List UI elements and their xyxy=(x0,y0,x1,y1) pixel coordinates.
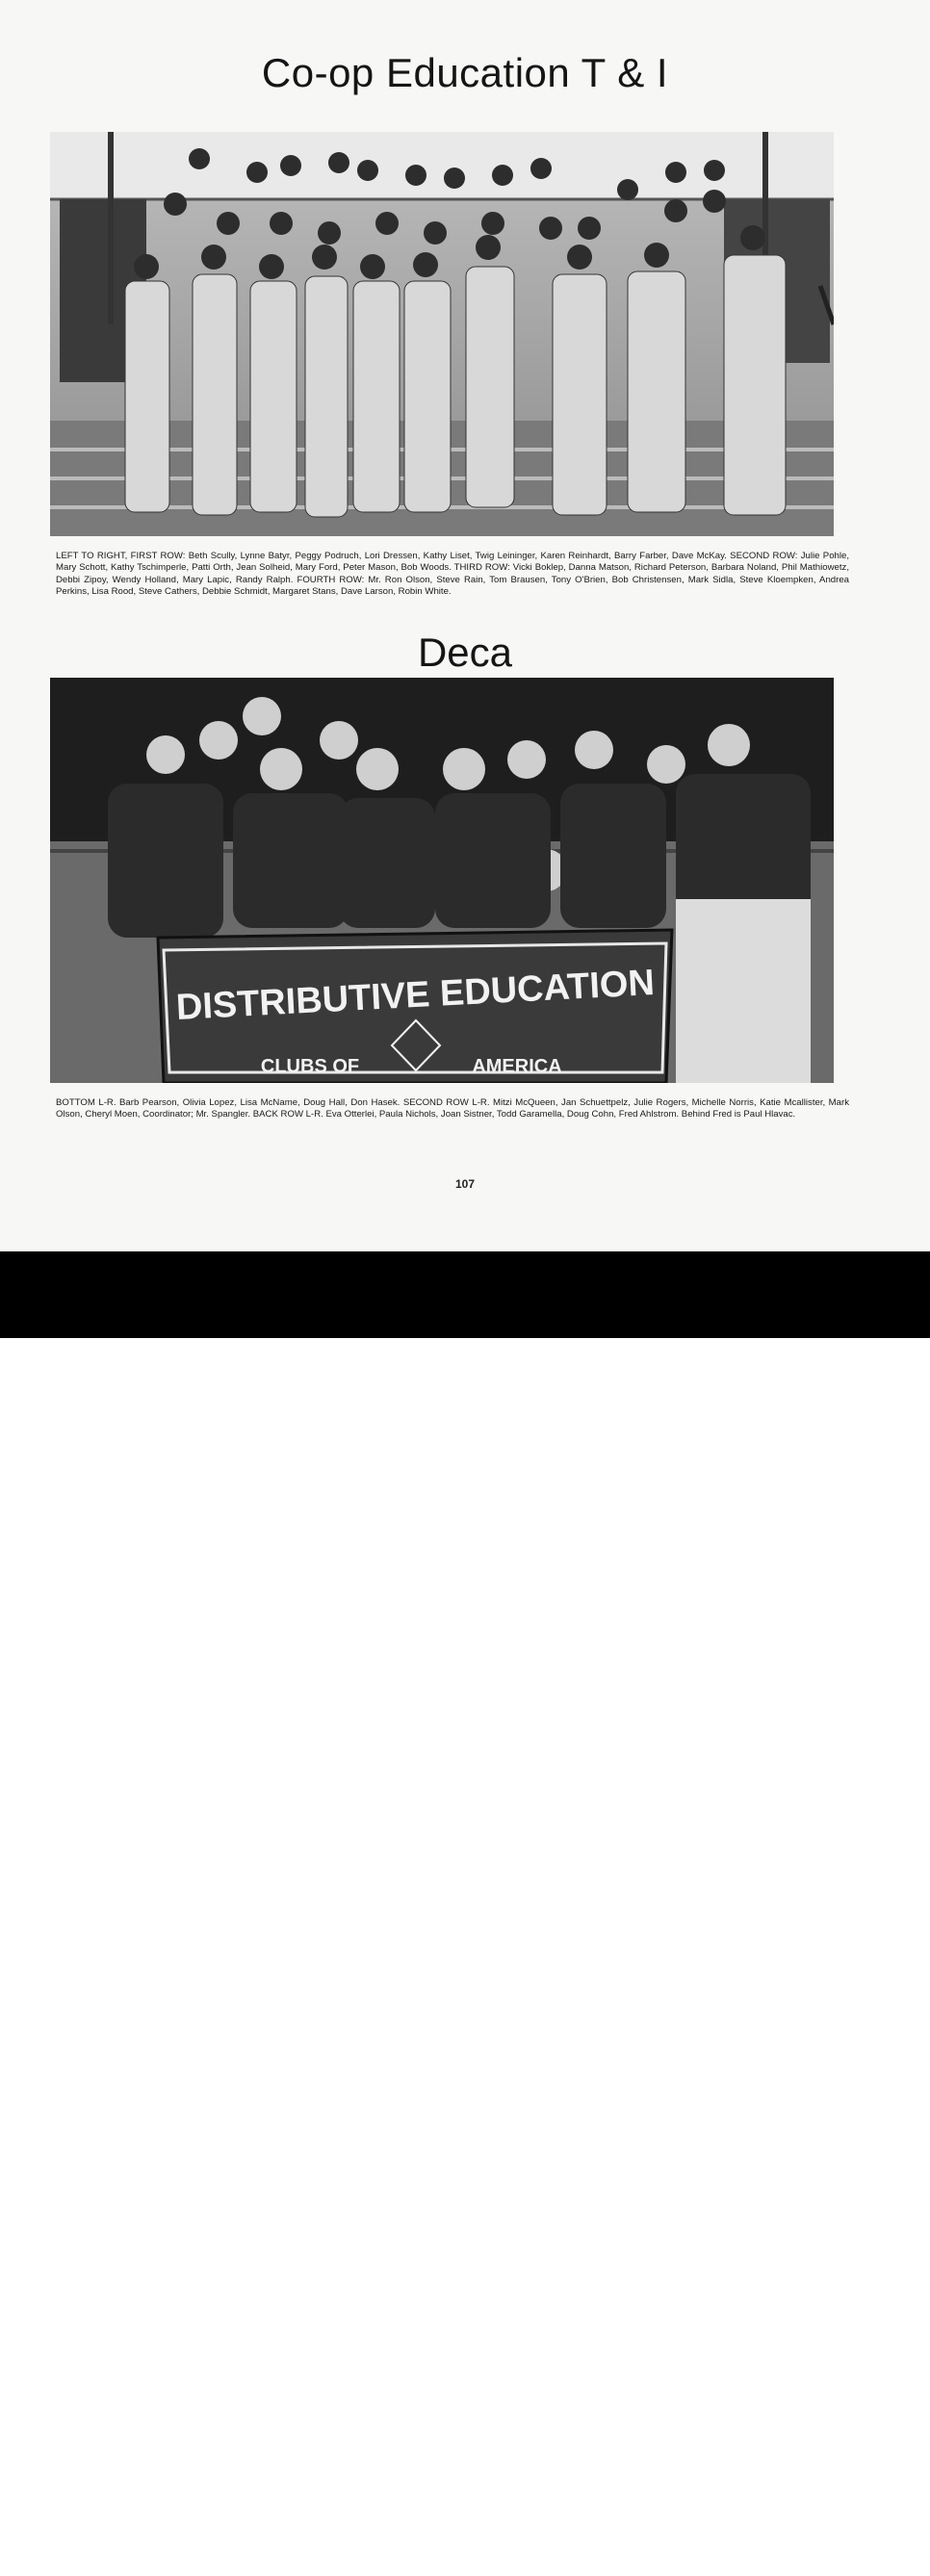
watermark-bar xyxy=(0,1251,930,2575)
group-photo-coop xyxy=(50,132,834,536)
watermark-url: www.alamy.com xyxy=(761,2527,909,2548)
watermark-image-id: 3ACMNX1 xyxy=(825,2556,909,2575)
yearbook-page xyxy=(0,0,930,1251)
banner-line2-right: AMERICA xyxy=(472,1056,562,1077)
section-title-deca: Deca xyxy=(417,630,513,675)
section-title-coop: Co-op Education T & I xyxy=(261,50,669,95)
caption-coop: LEFT TO RIGHT, FIRST ROW: Beth Scully, Lynne Batyr, Peggy Podruch, Lori Dressen, Kathy Liset, Twig Leininger, Karen Reinhardt, Barry Farber, Dave McKay. SECOND ROW: Julie Pohle, Mary Schott, Kathy Tschimperle, Patti Orth, Jean Solheid, Mary Ford, Peter Mason, Bob Woods. THIRD ROW: Vicki Boklep, Danna Matson, Richard Peterson, Barbara Noland, Phil Mathiowetz, Debbi Zipoy, Wendy Holland, Mary Lapic, Randy Ralph. FOURTH ROW: Mr. Ron Olson, Steve Rain, Tom Brausen, Tony O'Brien, Bob Christensen, Mark Sidla, Steve Kloempken, Andrea Perkins, Lisa Rood, Steve Cathers, Debbie Schmidt, Margaret Stans, Dave Larson, Robin White. xyxy=(56,551,849,598)
banner-line2-left: CLUBS OF xyxy=(260,1056,360,1077)
page-number: 107 xyxy=(454,1177,476,1191)
group-photo-deca xyxy=(50,678,834,1083)
caption-deca: BOTTOM L-R. Barb Pearson, Olivia Lopez, Lisa McName, Doug Hall, Don Hasek. SECOND ROW L-R. Mitzi McQueen, Jan Schuettpelz, Julie Rogers, Michelle Norris, Katie Mcallister, Mark Olson, Cheryl Moen, Coordinator; Mr. Spangler. BACK ROW L-R. Eva Otterlei, Paula Nichols, Joan Sistner, Todd Garamella, Doug Cohn, Fred Ahlstrom. Behind Fred is Paul Hlavac. xyxy=(56,1097,849,1121)
watermark-brand: alamy xyxy=(17,2520,122,2563)
banner-line1: DISTRIBUTIVE EDUCATION xyxy=(174,963,656,1029)
